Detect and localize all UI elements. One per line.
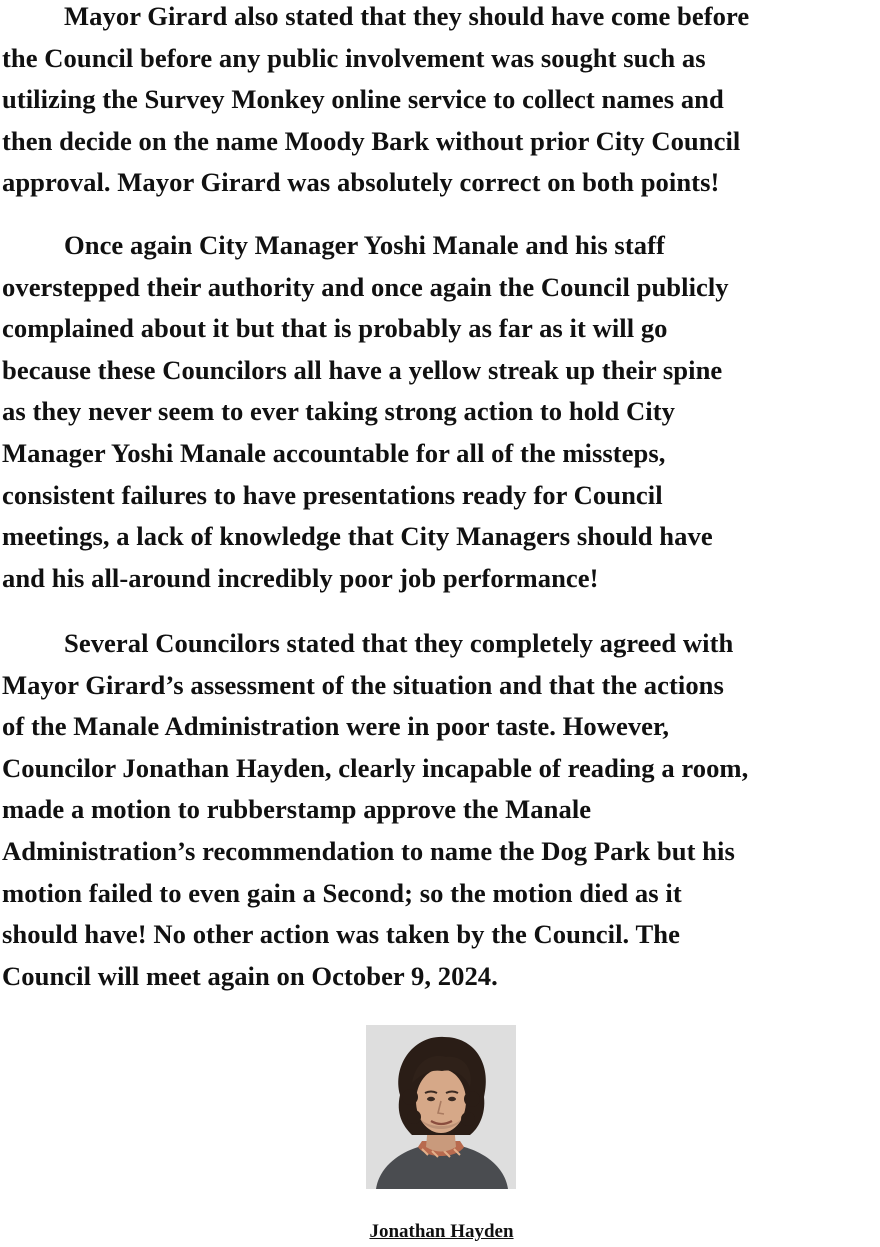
photo-caption: Jonathan Hayden <box>369 1221 514 1242</box>
paragraph-city-manager: Once again City Manager Yoshi Manale and his staff overstepped their authority and once again the Council publicly complained about it but that is probably as far as it will go because these Councilors all have a yellow streak up their spine as they never seem to ever taking strong action to hold City Manager Yoshi Manale accountable for all of the missteps, consistent failures to have presentations ready for Council meetings, a lack of knowledge that City Managers should have and his all-around incredibly poor job performance! <box>2 230 729 593</box>
portrait-illustration <box>366 1025 516 1189</box>
paragraph-councilors: Several Councilors stated that they completely agreed with Mayor Girard’s assessment of the situation and that the actions of the Manale Administration were in poor taste. However, Councilor Jonathan Hayden, clearly incapable of reading a room, made a motion to rubberstamp approve the Manale Administration’s recommendation to name the Dog Park but his motion failed to even gain a Second; so the motion died as it should have! No other action was taken by the Council. The Council will meet again on October 9, 2024. <box>2 628 749 991</box>
portrait-photo <box>366 1025 516 1189</box>
paragraph-mayor-girard: Mayor Girard also stated that they should have come before the Council before any public involvement was sought such as utilizing the Survey Monkey online service to collect names and then decide on the name Moody Bark without prior City Council approval. Mayor Girard was absolutely correct on both points! <box>2 1 750 198</box>
